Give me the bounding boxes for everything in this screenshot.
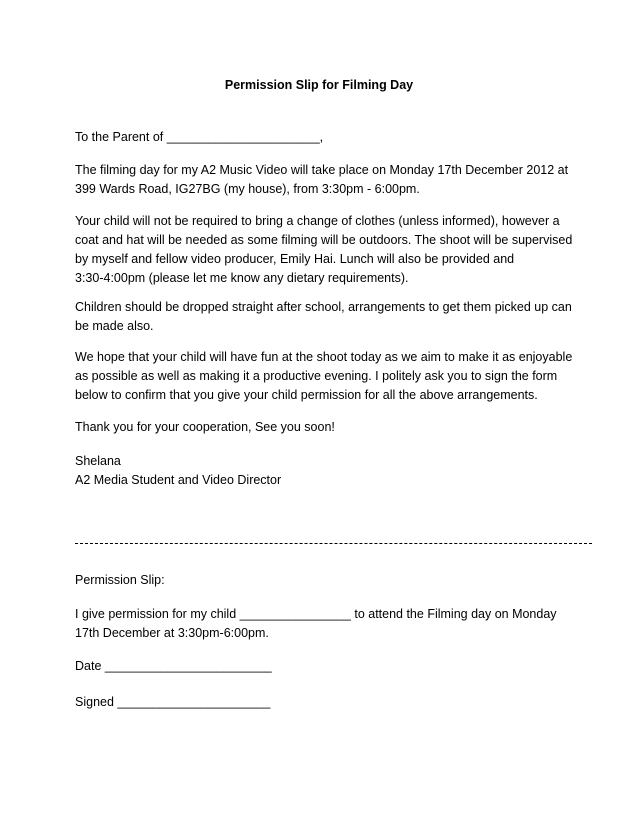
paragraph-line: 399 Wards Road, IG27BG (my house), from 3:30pm - 6:00pm. [75,182,420,196]
signature-field[interactable]: Signed ______________________ [75,695,271,709]
slip-statement-line: 17th December at 3:30pm-6:00pm. [75,626,269,640]
paragraph-line: We hope that your child will have fun at the shoot today as we aim to make it as enjoyable [75,350,573,364]
paragraph-line: Children should be dropped straight after school, arrangements to get them picked up can [75,300,572,314]
salutation: To the Parent of ______________________, [75,130,324,144]
signoff-block [75,452,595,490]
slip-heading: Permission Slip: [75,573,165,587]
paragraph-line: by myself and fellow video producer, Emily Hai. Lunch will also be provided and [75,252,515,266]
slip-statement-line: I give permission for my child ________________ to attend the Filming day on Monday [75,607,557,621]
thanks-line: Thank you for your cooperation, See you soon! [75,420,335,434]
date-field[interactable]: Date ________________________ [75,659,272,673]
signoff-role: A2 Media Student and Video Director [75,473,282,487]
paragraph-filming-details [75,161,595,199]
slip-statement [75,605,595,643]
paragraph-line: as possible as well as making it a productive evening. I politely ask you to sign the form [75,369,558,383]
paragraph-line: 3:30-4:00pm (please let me know any dietary requirements). [75,271,409,285]
paragraph-line: The filming day for my A2 Music Video will take place on Monday 17th December 2012 at [75,163,569,177]
page-title: Permission Slip for Filming Day [224,78,414,92]
paragraph-line: below to confirm that you give your child permission for all the above arrangements. [75,388,538,402]
paragraph-line: coat and hat will be needed as some filming will be outdoors. The shoot will be supervised [75,233,573,247]
paragraph-line: be made also. [75,319,154,333]
paragraph-requirements [75,212,595,288]
paragraph-line: Your child will not be required to bring a change of clothes (unless informed), however a [75,214,560,228]
signoff-name: Shelana [75,454,121,468]
paragraph-dropoff [75,298,595,336]
cut-line-divider [75,543,592,544]
paragraph-closing-request [75,348,595,405]
